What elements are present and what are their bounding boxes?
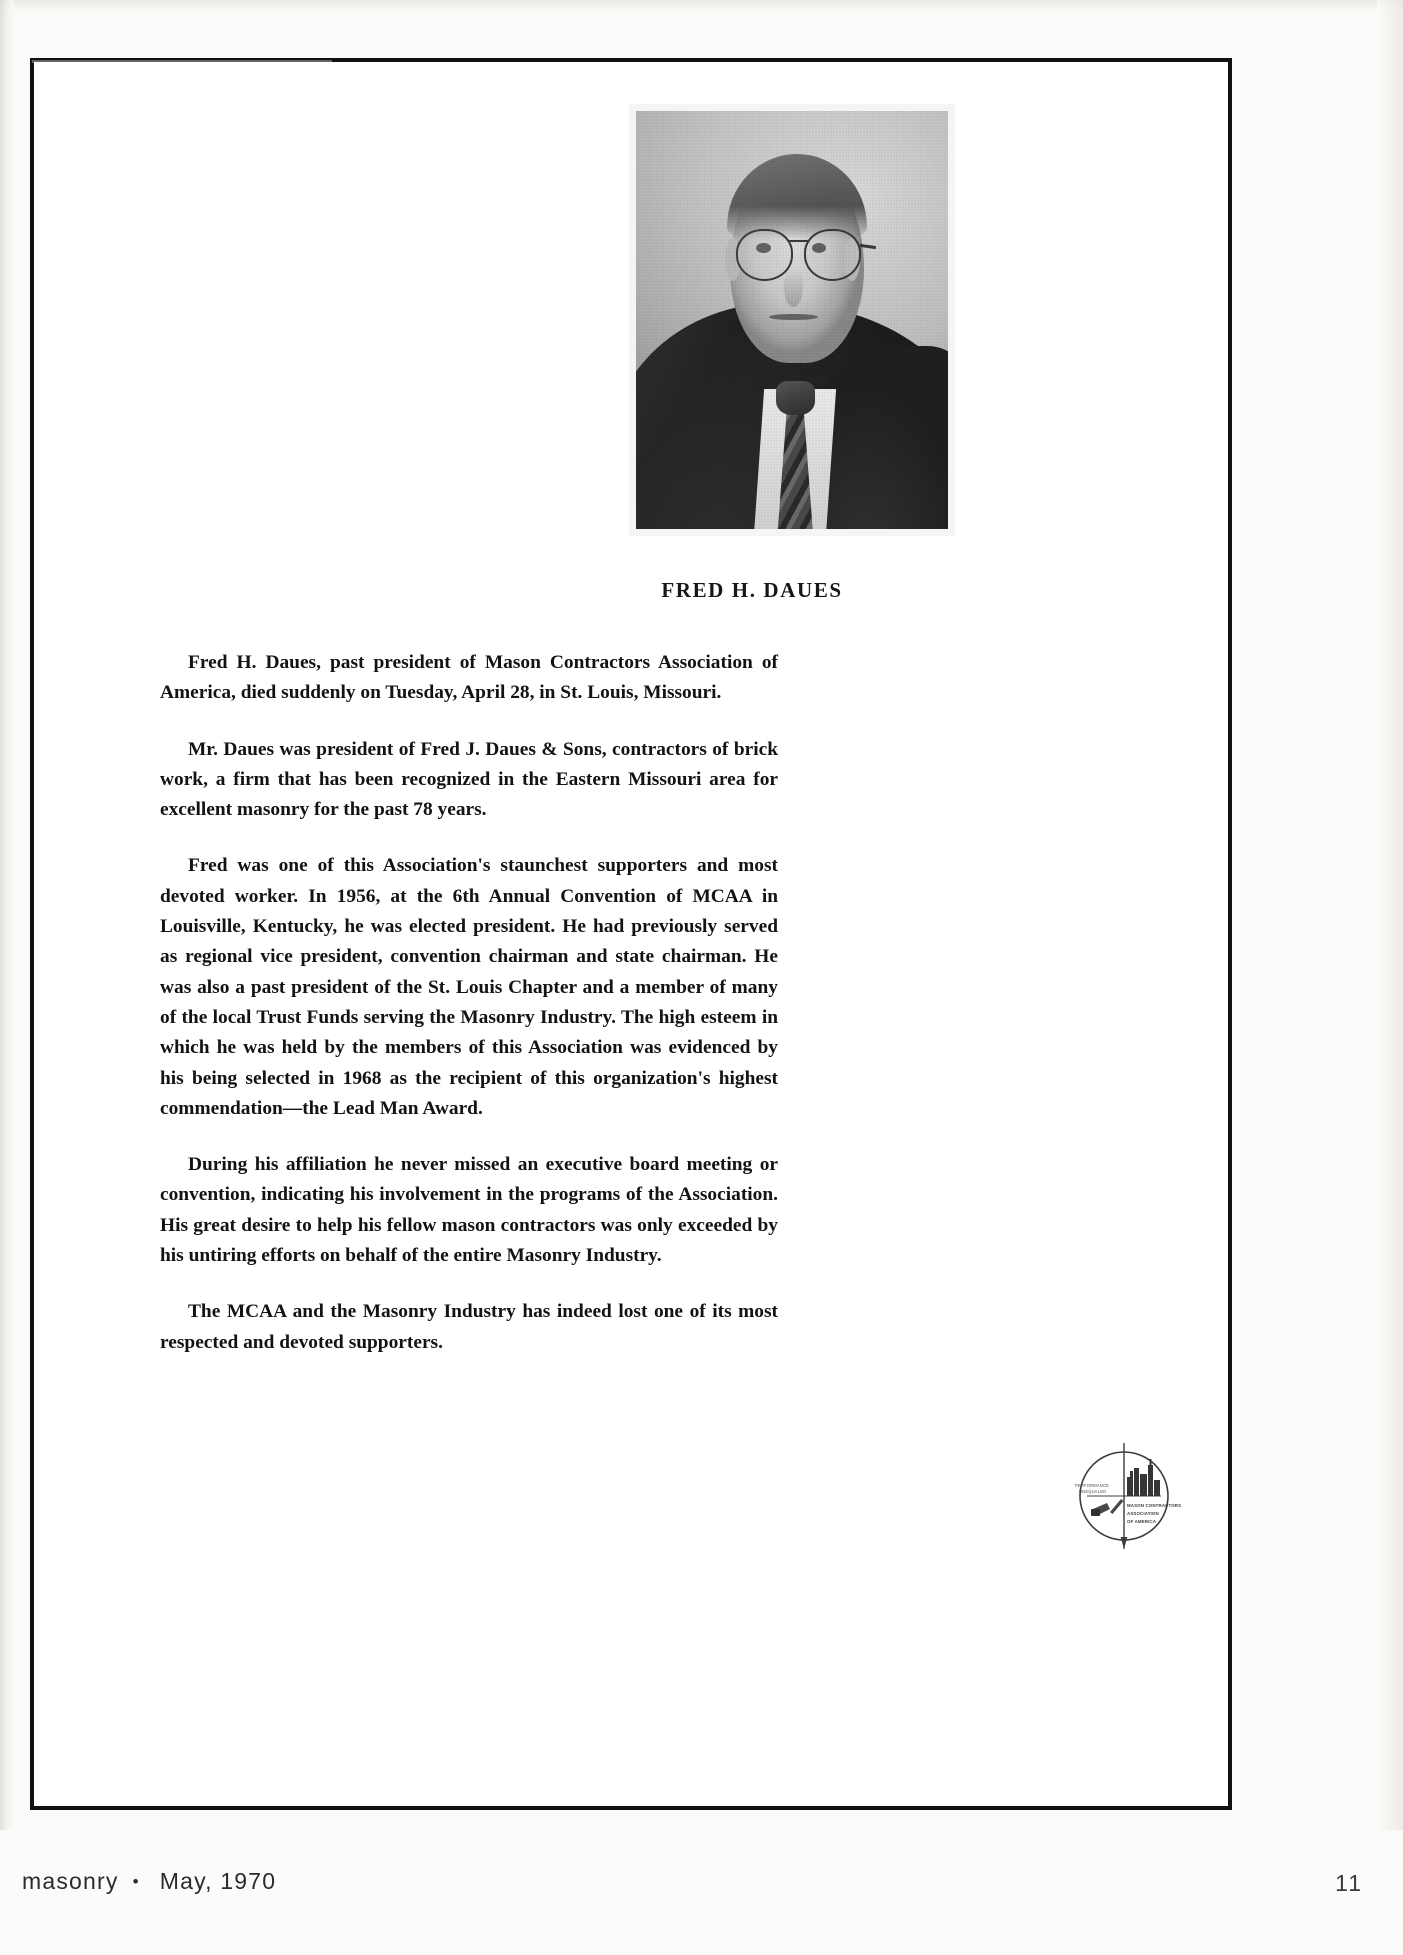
frame-ink-gap	[32, 60, 332, 63]
footer-publication-name: masonry	[22, 1868, 119, 1894]
footer-bullet-icon: •	[132, 1872, 140, 1891]
scan-edge-right	[1377, 0, 1403, 1830]
photo-print-border	[629, 104, 955, 536]
page-footer	[0, 1868, 1403, 1918]
paragraph-5: The MCAA and the Masonry Industry has indeed lost one of its most respected and devoted supporters.	[160, 1301, 778, 1353]
paragraph-2: Mr. Daues was president of Fred J. Daues & Sons, contractors of brick work, a firm that has been recognized in the Eastern Missouri area for excellent masonry for the past 78 years.	[160, 738, 778, 821]
emblem-org-line1: MASON CONTRACTORS	[1127, 1503, 1182, 1508]
page-number: 11	[1335, 1870, 1363, 1896]
footer-issue-date: May, 1970	[159, 1868, 277, 1894]
mcaa-logo	[1063, 1437, 1185, 1555]
emblem-slogan-line1: PERFORMANCE	[1075, 1483, 1110, 1488]
emblem-org-line2: ASSOCIATION	[1127, 1511, 1159, 1516]
portrait-caption: FRED H. DAUES	[661, 578, 843, 602]
emblem-slogan-line2: UNEQUALED	[1079, 1489, 1107, 1494]
portrait-photograph	[629, 104, 955, 536]
scan-edge-left	[0, 0, 14, 1830]
paragraph-1: Fred H. Daues, past president of Mason Contractors Association of America, died suddenly on Tuesday, April 28, in St. Louis, Missouri.	[160, 652, 778, 704]
portrait-figure	[629, 104, 955, 536]
scan-edge-top	[0, 0, 1403, 12]
paragraph-4: During his affiliation he never missed an executive board meeting or convention, indicating his involvement in the programs of the Association. His great desire to help his fellow mason contractors was only exceeded by his untiring efforts on behalf of the entire Masonry Industry.	[160, 1154, 778, 1267]
article-body	[160, 648, 778, 1358]
emblem-org-line3: OF AMERICA	[1127, 1519, 1157, 1524]
paragraph-3: Fred was one of this Association's staunchest supporters and most devoted worker. In 1956, at the 6th Annual Convention of MCAA in Louisville, Kentucky, he was elected president. He had previously served as regional vice president, convention chairman and state chairman. He was also a past president of the St. Louis Chapter and a member of many of the local Trust Funds serving the Masonry Industry. The high esteem in which he was held by the members of this Association was evidenced by his being selected in 1968 as the recipient of this organization's highest commendation—the Lead Man Award.	[160, 855, 778, 1119]
footer-publication-line	[22, 1868, 276, 1895]
